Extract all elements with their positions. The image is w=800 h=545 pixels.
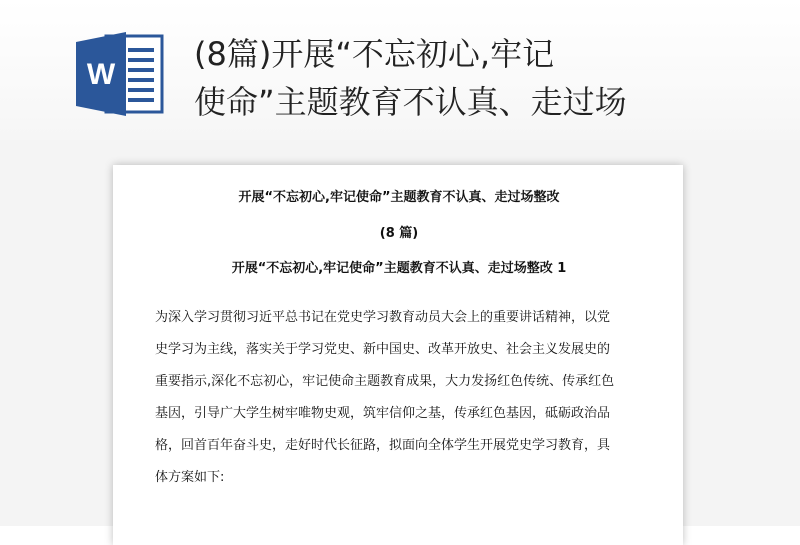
body-line: 为深入学习贯彻习近平总书记在党史学习教育动员大会上的重要讲话精神，以党 <box>155 310 611 325</box>
word-icon-letter: W <box>86 58 116 91</box>
document-page <box>113 165 683 545</box>
document-subheading: 开展“不忘初心,牢记使命”主题教育不认真、走过场整改 1 <box>231 261 567 276</box>
body-line: 格，回首百年奋斗史，走好时代长征路，拟面向全体学生开展党史学习教育，具 <box>155 438 611 453</box>
title-line-1: (8篇)开展“不忘初心,牢记 <box>194 35 555 73</box>
body-line: 基因，引导广大学生树牢唯物史观，筑牢信仰之基，传承红色基因，砥砺政治品 <box>155 406 611 421</box>
body-line: 重要指示,深化不忘初心，牢记使命主题教育成果，大力发扬红色传统、传承红色 <box>155 374 615 389</box>
document-body <box>155 308 643 487</box>
body-line: 体方案如下: <box>155 470 225 485</box>
page-title <box>194 30 774 126</box>
title-line-2: 使命”主题教育不认真、走过场 <box>194 83 627 121</box>
body-line: 史学习为主线，落实关于学习党史、新中国史、改革开放史、社会主义发展史的 <box>155 342 611 357</box>
word-icon <box>76 32 164 116</box>
document-heading: 开展“不忘初心,牢记使命”主题教育不认真、走过场整改 <box>238 190 560 205</box>
document-count: (8 篇) <box>379 226 419 241</box>
